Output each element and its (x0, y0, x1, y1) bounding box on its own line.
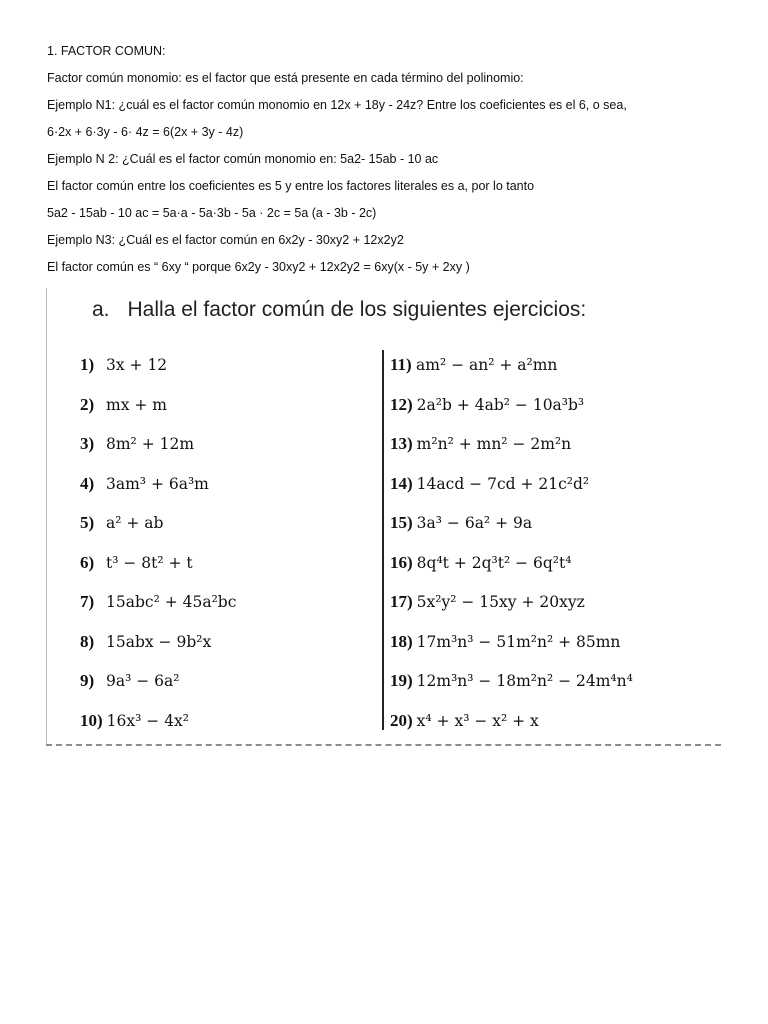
exercise-column-right (390, 350, 633, 745)
exercise-expression: 5x²y² − 15xy + 20xyz (416, 593, 585, 611)
exercise-expression: 3a³ − 6a² + 9a (416, 514, 533, 532)
exercise-expression: x⁴ + x³ − x² + x (416, 711, 539, 730)
exercise-item (80, 508, 236, 548)
exercise-item (80, 390, 236, 430)
exercise-expression: m²n² + mn² − 2m²n (416, 435, 572, 453)
example-2-question: Ejemplo N 2: ¿Cuál es el factor común monomio en: 5a2- 15ab - 10 ac (47, 152, 439, 166)
exercise-item (390, 429, 633, 469)
worksheet-left-border (46, 288, 47, 744)
exercise-number: 3) (80, 434, 95, 453)
definition-line: Factor común monomio: es el factor que está presente en cada término del polinomio: (47, 71, 524, 85)
exercise-expression: 2a²b + 4ab² − 10a³b³ (416, 395, 585, 414)
heading-text: Halla el factor común de los siguientes ejercicios: (127, 298, 587, 321)
exercise-expression: 16x³ − 4x² (106, 711, 190, 730)
exercise-item (80, 469, 236, 509)
exercise-number: 6) (80, 552, 95, 572)
exercise-expression: 14acd − 7cd + 21c²d² (416, 474, 590, 493)
exercise-number: 1) (80, 355, 95, 374)
exercise-expression: 15abx − 9b²x (106, 632, 212, 651)
exercise-number: 2) (80, 394, 95, 414)
exercise-item (390, 508, 633, 548)
example-1-solution: 6·2x + 6·3y - 6· 4z = 6(2x + 3y - 4z) (47, 125, 244, 139)
exercise-number: 10) (80, 710, 103, 730)
heading-letter: a. (92, 298, 110, 321)
exercise-item (80, 350, 236, 390)
exercise-item (80, 627, 236, 667)
exercise-number: 4) (80, 473, 95, 493)
exercise-number: 5) (80, 513, 95, 532)
exercise-expression: t³ − 8t² + t (106, 553, 193, 572)
exercise-expression: 12m³n³ − 18m²n² − 24m⁴n⁴ (416, 672, 633, 690)
exercise-expression: 8q⁴t + 2q³t² − 6q²t⁴ (416, 553, 572, 572)
exercise-expression: 3am³ + 6a³m (106, 474, 209, 493)
exercise-number: 8) (80, 631, 95, 651)
exercise-item (80, 706, 236, 746)
exercise-number: 16) (390, 552, 413, 572)
exercise-number: 7) (80, 592, 95, 611)
exercise-number: 12) (390, 394, 413, 414)
exercise-expression: 17m³n³ − 51m²n² + 85mn (416, 632, 621, 651)
exercise-column-left (80, 350, 236, 745)
exercise-item (390, 587, 633, 627)
exercise-item (390, 627, 633, 667)
exercise-number: 14) (390, 473, 413, 493)
example-3-question: Ejemplo N3: ¿Cuál es el factor común en 6x2y - 30xy2 + 12x2y2 (47, 233, 404, 247)
exercise-number: 9) (80, 671, 95, 690)
section-title: 1. FACTOR COMUN: (47, 44, 166, 58)
exercise-item (80, 587, 236, 627)
example-3-solution: El factor común es “ 6xy “ porque 6x2y - 30xy2 + 12x2y2 = 6xy(x - 5y + 2xy ) (47, 260, 470, 274)
exercise-number: 18) (390, 631, 413, 651)
exercise-item (390, 390, 633, 430)
exercise-item (390, 548, 633, 588)
exercise-number: 13) (390, 434, 413, 453)
example-2-explanation: El factor común entre los coeficientes es 5 y entre los factores literales es a, por lo tanto (47, 179, 535, 193)
exercise-expression: 3x + 12 (106, 356, 168, 374)
exercise-item (390, 666, 633, 706)
exercise-expression: a² + ab (106, 514, 164, 532)
intro-text (47, 42, 747, 285)
exercise-item (80, 666, 236, 706)
worksheet-heading (92, 298, 586, 322)
exercise-expression: am² − an² + a²mn (416, 356, 558, 374)
exercise-expression: 9a³ − 6a² (106, 672, 180, 690)
exercise-item (80, 429, 236, 469)
exercise-item (80, 548, 236, 588)
exercise-number: 11) (390, 355, 412, 374)
column-divider (382, 350, 384, 730)
worksheet-image (46, 288, 721, 746)
exercise-number: 17) (390, 592, 413, 611)
exercise-item (390, 706, 633, 746)
exercise-number: 20) (390, 710, 413, 730)
exercise-expression: 8m² + 12m (106, 435, 195, 453)
exercise-item (390, 350, 633, 390)
example-2-solution: 5a2 - 15ab - 10 ac = 5a·a - 5a·3b - 5a · 2c = 5a (a - 3b - 2c) (47, 206, 377, 220)
exercise-number: 15) (390, 513, 413, 532)
exercise-item (390, 469, 633, 509)
exercise-expression: 15abc² + 45a²bc (106, 593, 237, 611)
example-1-question: Ejemplo N1: ¿cuál es el factor común monomio en 12x + 18y - 24z? Entre los coeficientes es el 6, o sea, (47, 98, 627, 112)
exercise-number: 19) (390, 671, 413, 690)
exercise-expression: mx + m (106, 395, 167, 414)
